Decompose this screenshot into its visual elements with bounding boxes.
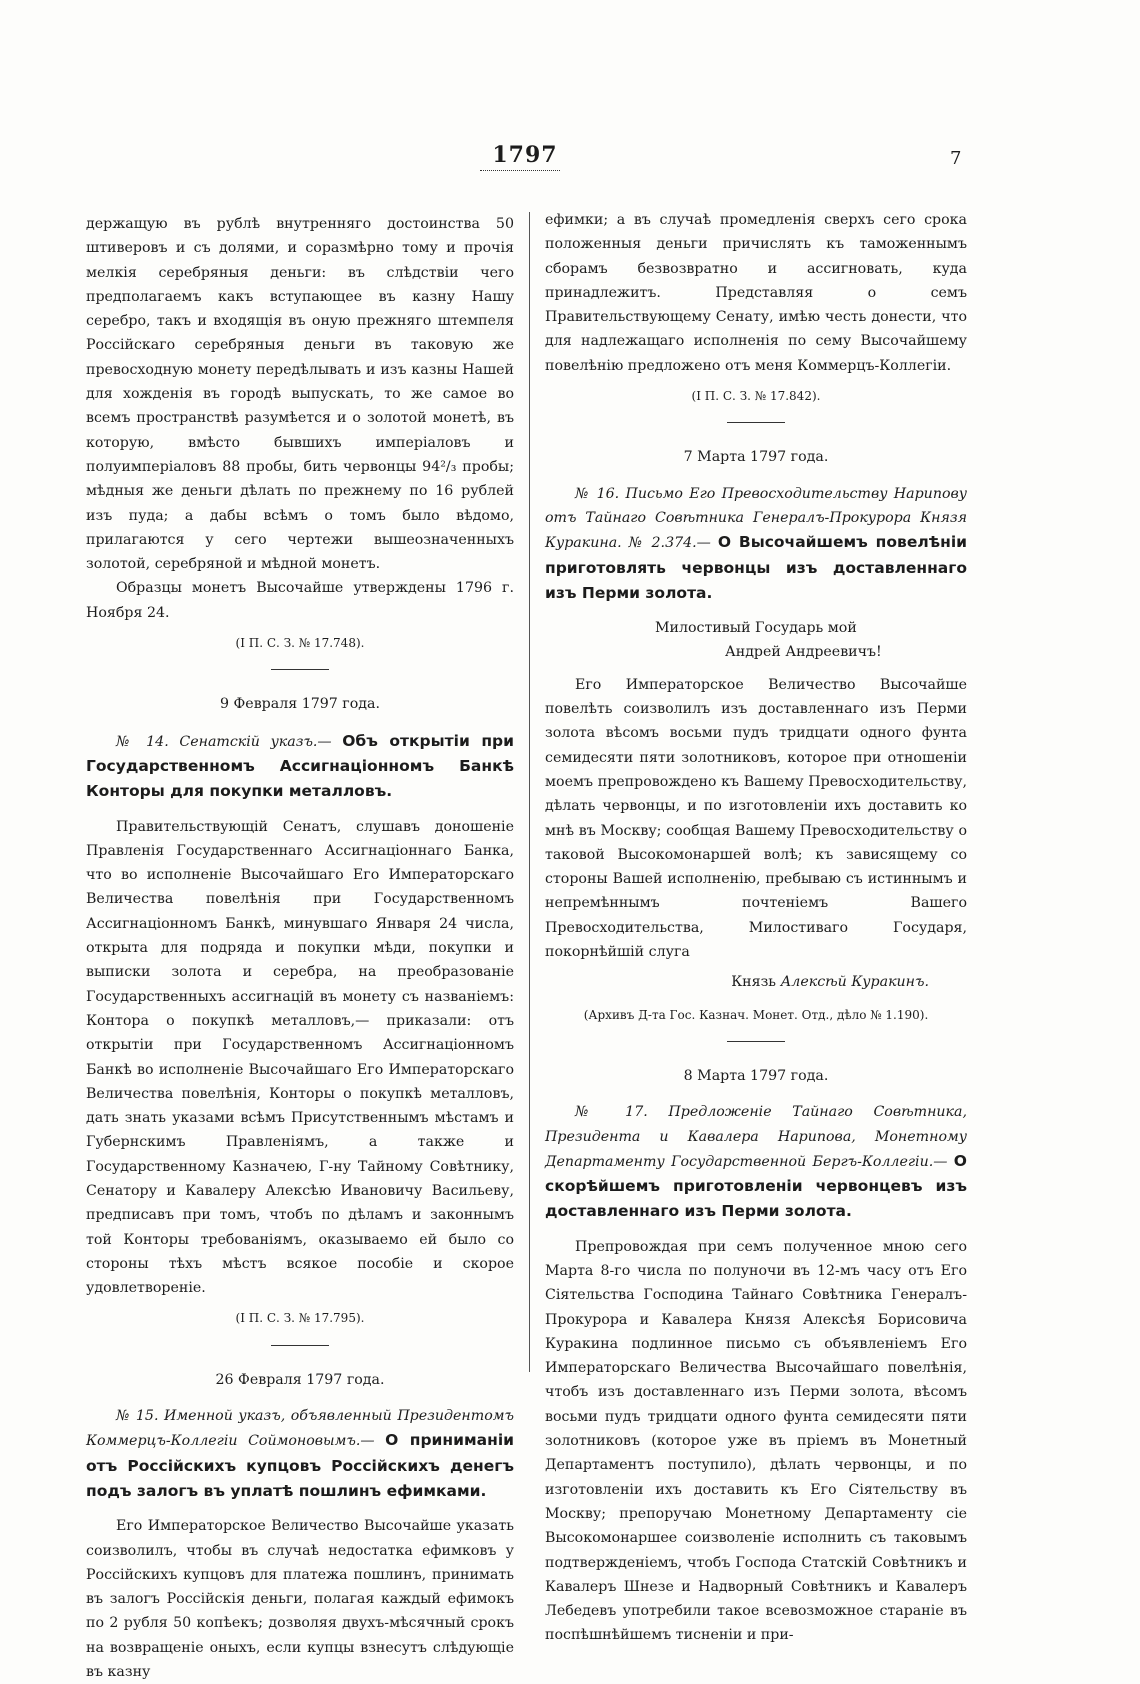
citation: (I П. С. З. № 17.748). <box>235 636 365 651</box>
document-heading-15 <box>86 1404 514 1504</box>
section-rule <box>727 422 785 423</box>
document-prefix: № 14. Сенатскій указъ.— <box>116 733 332 750</box>
archive-citation: (Архивъ Д-та Гос. Казнач. Монет. Отд., дѣло № 1.190). <box>583 1007 929 1022</box>
document-title: О скорѣйшемъ приготовленіи червонцевъ изъ доставленнаго изъ Перми золота. <box>545 1151 967 1221</box>
document-date: 26 Февраля 1797 года. <box>215 1371 385 1388</box>
document-prefix: № 15. Именной указъ, объявленный Президентомъ Коммерцъ-Коллегіи Соймоновымъ.— <box>86 1408 514 1450</box>
signature <box>545 970 967 994</box>
salutation-line-2: Андрей Андреевичъ! <box>725 644 882 661</box>
document-heading-17 <box>545 1100 967 1224</box>
document-body-14: Правительствующій Сенатъ, слушавъ доношеніе Правленія Государственнаго Ассигнаціоннаго Банка, что во исполненіе Высочайшаго Его Императорскаго Величества повелѣнія при Государственномъ Ассигнаціонномъ Банкѣ, минувшаго Января 24 числа, открыта для подряда и покупки мѣди, покупки и выписки золота и серебра, на преобразованіе Государственныхъ ассигнацій въ монету съ названіемъ: Контора о покупкѣ металловъ,— приказали: отъ открытіи при Государственномъ Ассигнаціонномъ Банкѣ во исполненіе Высочайшаго Его Императорскаго Величества повелѣнія, Конторы о покупкѣ металловъ, дать знать указами всѣмъ Присутственнымъ мѣстамъ и Губернскимъ Правленіямъ, а также и Государственному Казначею, Г-ну Тайному Совѣтнику, Сенатору и Кавалеру Алексѣю Ивановичу Васильеву, предписавъ при томъ, чтобъ по дѣламъ и законнымъ той Конторы требованіямъ, оказываемо ей было со стороны тѣхъ мѣстъ всякое пособіе и скорое удовлетвореніе. <box>86 818 514 1297</box>
continued-paragraph: держащую въ рублѣ внутренняго достоинства 50 штиверовъ и съ долями, и соразмѣрно тому и прочія мелкія серебряныя деньги: въ слѣдствіи чего предполагаемъ какъ вступающее въ казну Нашу серебро, такъ и входящія въ оную прежняго штемпеля Россійскаго серебряныя деньги въ таковую же превосходную монету передѣлывать и изъ казны Нашей для хожденія въ городѣ выпускать, то же самое во всемъ пространствѣ разумѣется и о золотой монетѣ, въ которую, вмѣсто бывшихъ имперіаловъ и полуимперіаловъ 88 пробы, бить червонцы 94²/₃ пробы; мѣдныя же деньги дѣлать по прежнему по 16 рублей изъ пуда; а дабы всѣмъ о томъ было вѣдомо, прилагаются у сего чертежи вышеозначенныхъ золотой, серебряной и мѣдной монетъ. <box>86 216 514 573</box>
header-ornament-rule <box>480 170 560 171</box>
signature-name: Алексѣй Куракинъ. <box>780 974 929 991</box>
document-prefix: № 16. Письмо Его Превосходительству Нарипову отъ Тайнаго Совѣтника Генералъ-Прокурора Князя Куракина. № 2.374.— <box>545 485 967 552</box>
document-date: 9 Февраля 1797 года. <box>219 696 380 713</box>
document-body-17: Препровождая при семъ полученное мною сего Марта 8-го числа по полуночи въ 12-мъ часу отъ Его Сіятельства Господина Тайнаго Совѣтника Генералъ-Прокурора и Кавалера Князя Алексѣя Борисовича Куракина подлинное письмо съ объявленіемъ Его Императорскаго Величества Высочайшаго повелѣнія, чтобъ изъ доставленнаго изъ Перми золота, вѣсомъ восьми пудъ тридцати одного фунта семидесяти пяти золотниковъ (которое уже въ пріемъ въ Монетный Департаментъ поступило), дѣлать червонцы, и по изготовленіи ихъ доставить къ Его Сіятельству въ Москву; препоручаю Монетному Департаменту сіе Высокомонаршее соизволеніе исполнить съ таковымъ подтвержденіемъ, чтобъ Господа Статскій Совѣтникъ и Кавалеръ Шнезе и Надворный Совѣтникъ и Кавалеръ Лебедевъ употребили такое всевозможное стараніе въ поспѣшнѣйшемъ тисненіи и при- <box>545 1238 967 1644</box>
section-rule <box>271 669 329 670</box>
document-date: 7 Марта 1797 года. <box>683 449 829 466</box>
document-title: О Высочайшемъ повелѣніи приготовлять червонцы изъ доставленнаго изъ Перми золота. <box>545 533 967 602</box>
section-rule <box>271 1345 329 1346</box>
document-body-16: Его Императорское Величество Высочайше повелѣть соизволилъ изъ доставленнаго изъ Перми золота вѣсомъ восьми пудъ тридцати одного фунта семидесяти пяти золотниковъ, которое при отношеніи моемъ препровождено къ Вашему Превосходительству, дѣлать червонцы, и по изготовленіи ихъ доставить ко мнѣ въ Москву; сообщая Вашему Превосходительству о таковой Высокомонаршей волѣ; къ зависящему со стороны Вашей исполненію, пребываю съ истиннымъ и непремѣннымъ почтеніемъ Вашего Превосходительства, Милостиваго Государя, покорнѣйшій слуга <box>545 676 967 961</box>
citation: (I П. С. З. № 17.795). <box>235 1311 365 1326</box>
document-date: 8 Марта 1797 года. <box>683 1067 829 1084</box>
document-prefix: № 17. Предложеніе Тайнаго Совѣтника, Президента и Кавалера Нарипова, Монетному Департаменту Государственной Бергъ-Коллегіи.— <box>545 1104 967 1170</box>
column-divider <box>529 212 530 1372</box>
continued-paragraph: ефимки; а въ случаѣ промедленія сверхъ сего срока положенныя деньги причислять къ таможеннымъ сборамъ безвозвратно и ассигновать, куда принадлежитъ. Представляя о семъ Правительствующему Сенату, имѣю честь донести, что для надлежащаго исполненія по сему Высочайшему повелѣнію предложено отъ меня Коммерцъ-Коллегіи. <box>545 212 967 374</box>
section-rule <box>727 1041 785 1042</box>
right-column <box>545 208 967 1648</box>
document-title: О приниманіи отъ Россійскихъ купцовъ Россійскихъ денегъ подъ залогъ въ уплатѣ пошлинъ ефимками. <box>86 1431 514 1500</box>
document-title: Объ открытіи при Государственномъ Ассигнаціонномъ Банкѣ Конторы для покупки металловъ. <box>86 731 514 801</box>
document-body-15: Его Императорское Величество Высочайше указать соизволилъ, чтобы въ случаѣ недостатка ефимковъ у Россійскихъ купцовъ для платежа пошлинъ, принимать въ залогъ Россійскія деньги, полагая каждый ефимокъ по 2 рубля 50 копѣекъ; дозволяя двухъ-мѣсячный срокъ на возвращеніе оныхъ, если купцы взнесутъ слѣдующіе въ казну <box>86 1518 514 1681</box>
document-heading-16 <box>545 482 967 606</box>
citation: (I П. С. З. № 17.842). <box>691 389 821 404</box>
left-column <box>86 212 514 1684</box>
page-number: 7 <box>950 148 962 169</box>
document-heading-14 <box>86 729 514 805</box>
page-header-year: 1797 <box>492 142 558 168</box>
paragraph-samples-note: Образцы монетъ Высочайше утверждены 1796 г. Ноября 24. <box>86 580 514 621</box>
signature-prefix: Князь <box>731 974 777 991</box>
salutation-line-1: Милостивый Государь мой <box>655 620 857 637</box>
